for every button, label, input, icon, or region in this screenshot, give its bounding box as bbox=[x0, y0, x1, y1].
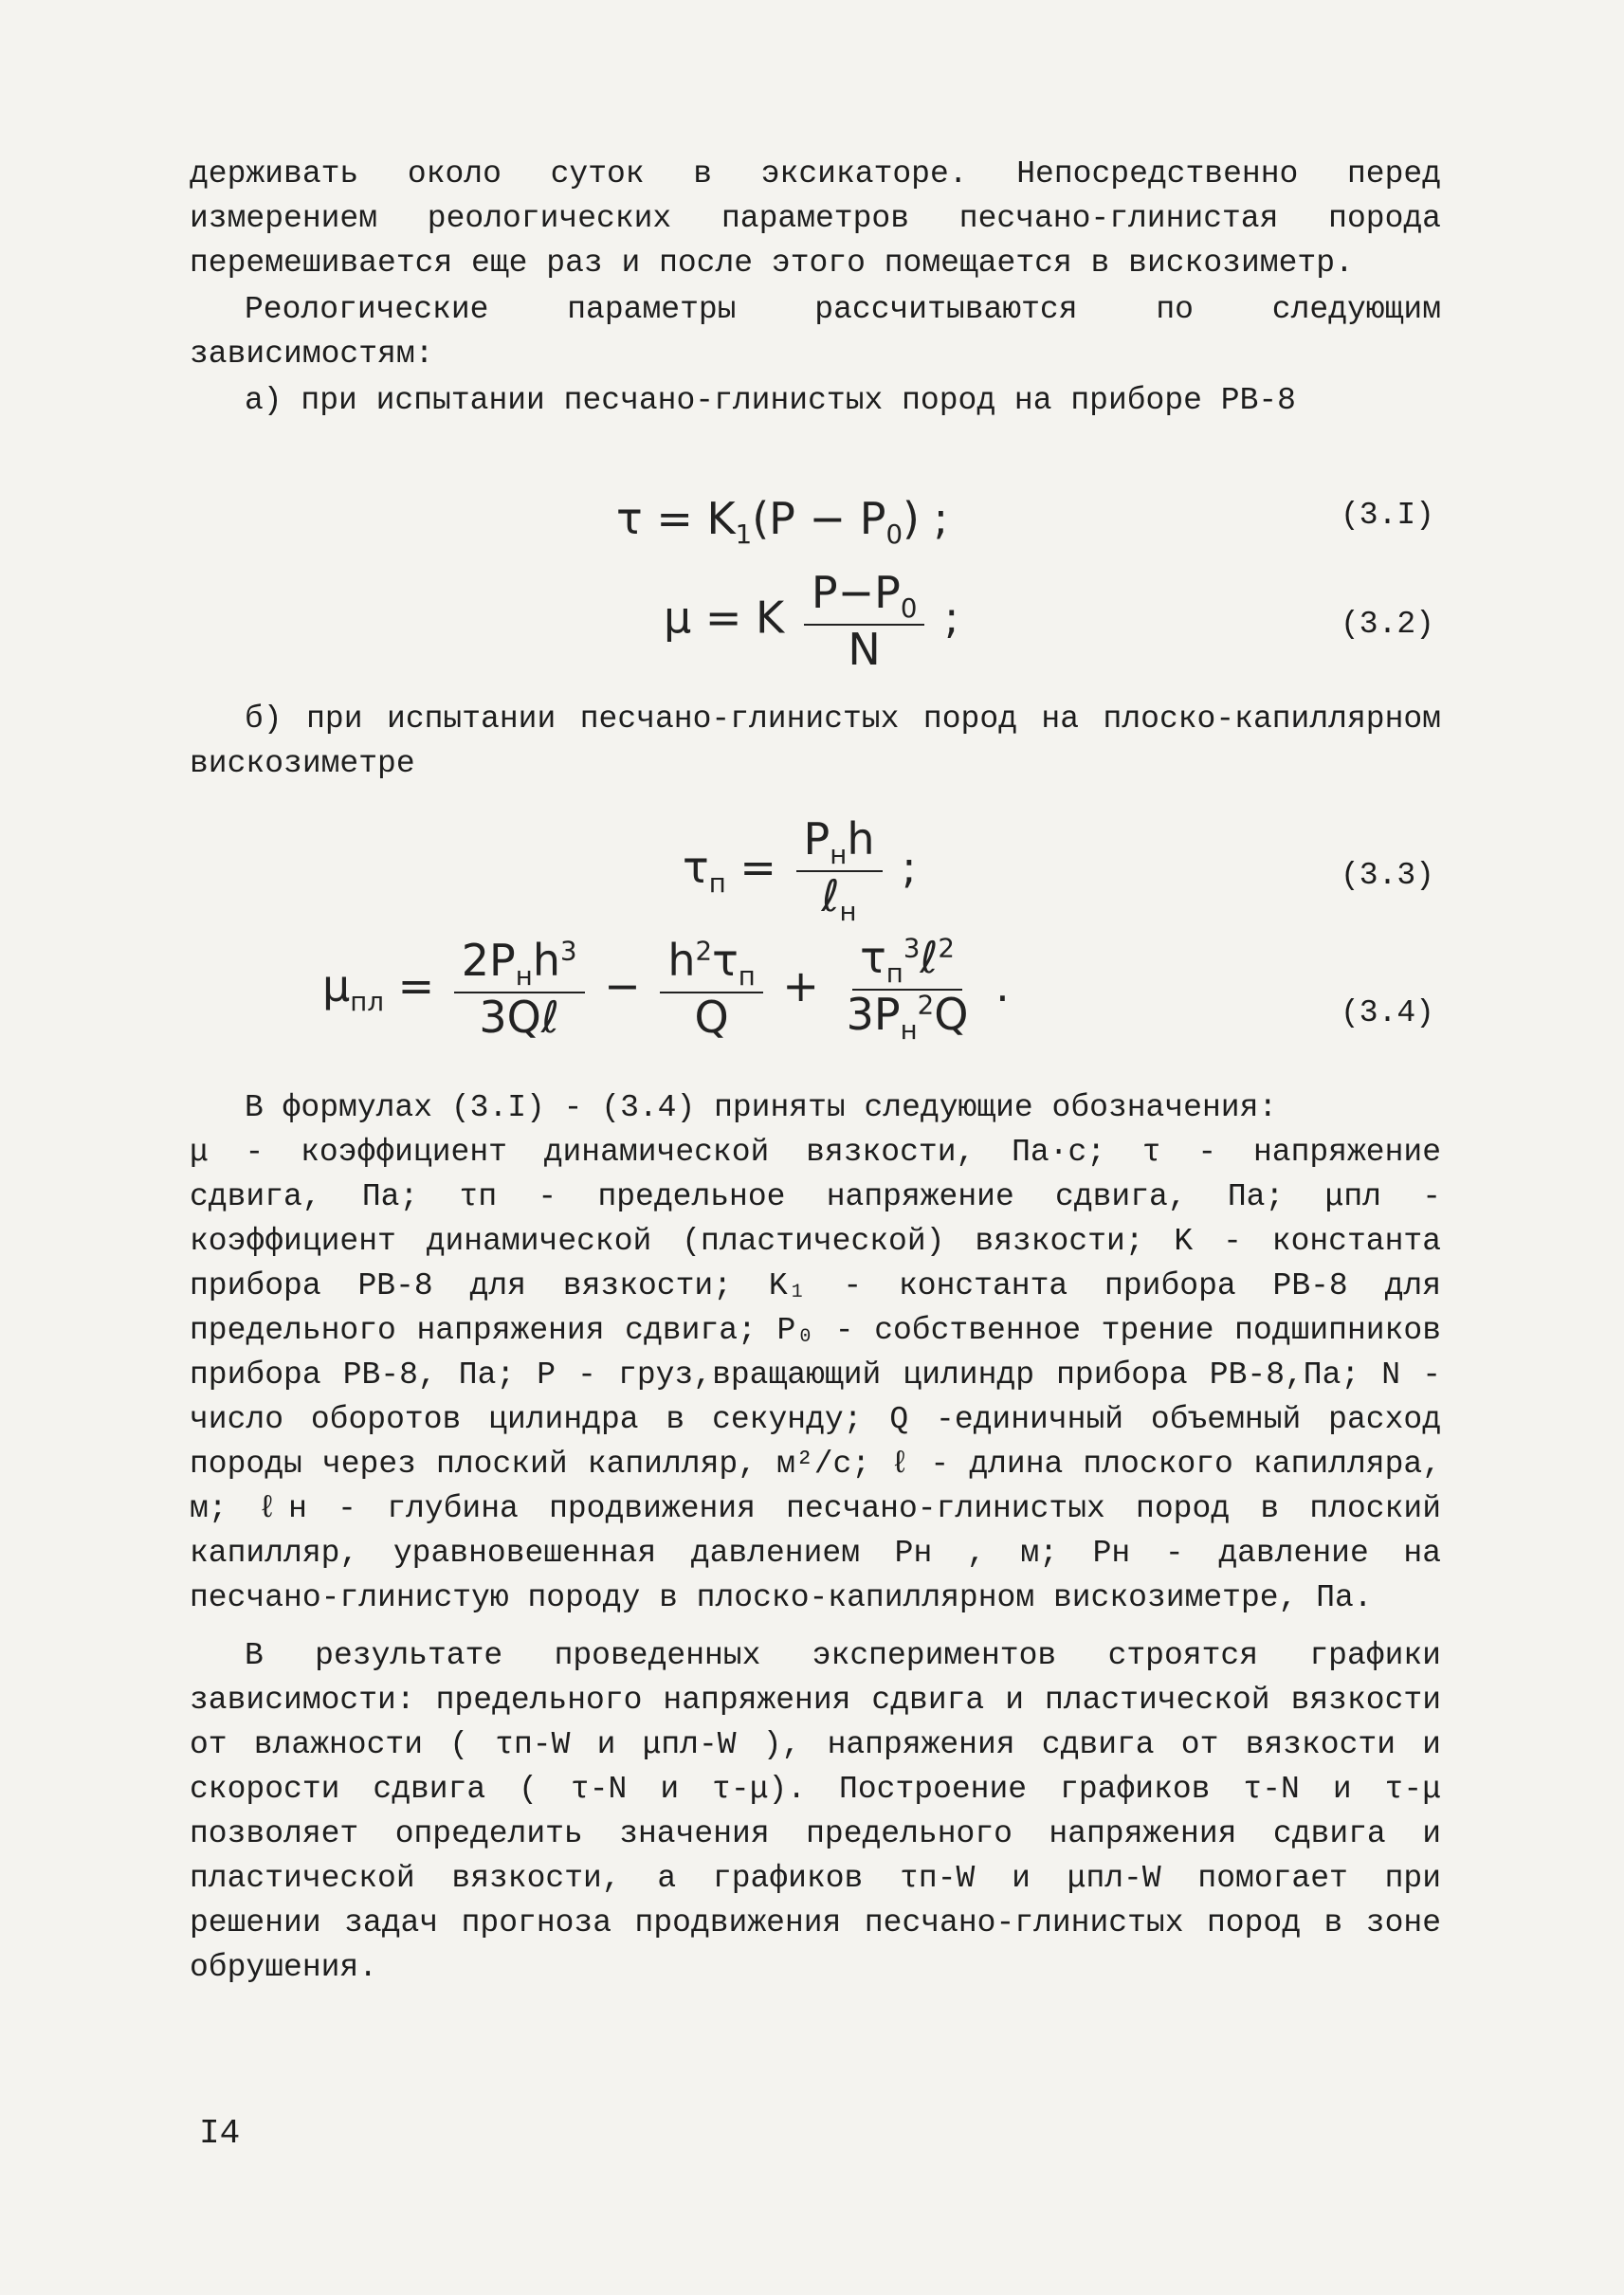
paragraph-4: б) при испытании песчано-глинистых пород на плоско-капиллярном вискозиметре bbox=[190, 701, 1441, 781]
paragraph-3: а) при испытании песчано-глинистых пород на приборе РВ-8 bbox=[245, 383, 1296, 418]
formula-3-4: $\mu_{пл}$ = $\frac{2P_нh^3}{\text{3Qℓ}}$ − $\frac{h^2\tau_п}{Q}$ + $\frac{\tau_п^3\ell^2}{3P_н^2Q}$ . bbox=[322, 932, 1010, 1046]
formula-3-3: $\tau_п$ = $\frac{P_нh}{\ell_н}$ ; bbox=[683, 813, 917, 927]
paragraph-block-top bbox=[190, 152, 1441, 423]
paragraph-6: В результате проведенных экспериментов строятся графики зависимости: предельного напряжения сдвига и пластической вязкости от влажности ( τп-W и μпл-W ), напряжения сдвига от вязкости и скорости сдвига ( τ-N и τ-μ). Построение графиков τ-N и τ-μ позволяет определить значения предельного напряжения сдвига и пластической вязкости, а графиков τп-W и μпл-W помогает при решении задач прогноза продвижения песчано-глинистых пород в зоне обрушения. bbox=[190, 1638, 1441, 1985]
page-number: I4 bbox=[199, 2114, 241, 2153]
paragraph-1: держивать около суток в эксикаторе. Непосредственно перед измерением реологических параметров песчано-глинистая порода перемешивается еще раз и после этого помещается в вискозиметр. bbox=[190, 156, 1441, 281]
equation-number-3-3: (3.3) bbox=[1340, 858, 1434, 893]
formula-3-2: μ = K $\frac{P-P_0}{N}$ ; bbox=[664, 567, 959, 675]
paragraph-2: Реологические параметры рассчитываются по следующим зависимостям: bbox=[190, 292, 1441, 372]
formula-3-1: $\tau = K_1(P - P_0)$ ; bbox=[616, 493, 949, 551]
notation-legend: μ - коэффициент динамической вязкости, Па·с; τ - напряжение сдвига, Па; τп - предельное напряжение сдвига, Па; μпл - коэффициент динамической (пластической) вязкости; K - константа прибора РВ-8 для вязкости; K₁ - константа прибора РВ-8 для предельного напряжения сдвига; P₀ - собственное трение подшипников прибора РВ-8, Па; P - груз,вращающий цилиндр прибора РВ-8,Па; N - число оборотов цилиндра в секунду; Q -единичный объемный расход породы через плоский капилляр, м²/с; ℓ - длина плоского капилляра, м; ℓн - глубина продвижения песчано-глинистых пород в плоский капилляр, уравновешенная давлением Pн , м; Pн - давление на песчано-глинистую породу в плоско-капиллярном вискозиметре, Па. bbox=[190, 1135, 1441, 1615]
paragraph-5: В формулах (3.I) - (3.4) приняты следующие обозначения: bbox=[245, 1090, 1278, 1125]
equation-number-3-1: (3.I) bbox=[1340, 498, 1434, 533]
paragraph-block-b bbox=[190, 697, 1441, 786]
equation-number-3-2: (3.2) bbox=[1340, 607, 1434, 642]
paragraph-block-notation bbox=[190, 1085, 1441, 1990]
equation-number-3-4: (3.4) bbox=[1340, 995, 1434, 1030]
